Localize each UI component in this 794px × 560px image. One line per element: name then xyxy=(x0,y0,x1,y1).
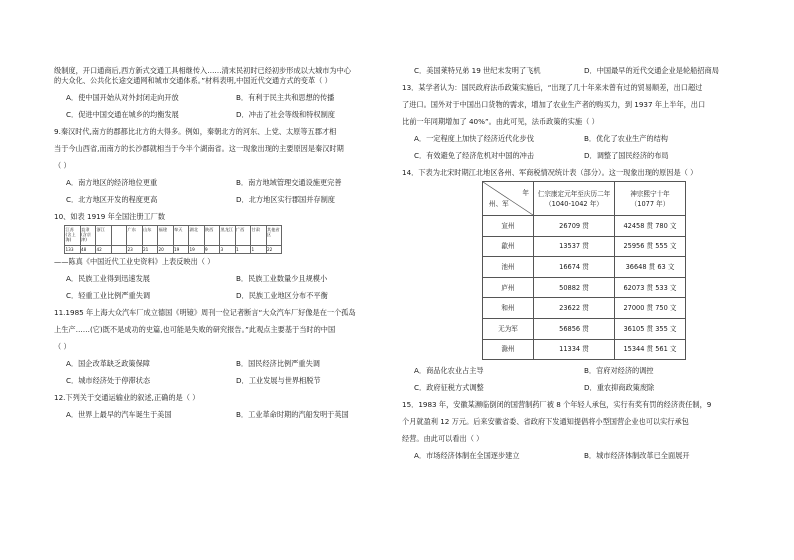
tax-value-1040: 56856 贯 xyxy=(534,319,615,340)
register-value-cell: 3 xyxy=(220,246,236,254)
q11-option-a[interactable]: A．国企改革缺乏政策保障 xyxy=(66,359,150,369)
tax-value-1077: 15344 贯 561 文 xyxy=(615,339,686,360)
q12-option-a[interactable]: A．世界上最早的汽车诞生于美国 xyxy=(66,410,172,420)
q9-options-row xyxy=(54,178,394,188)
q10-options-row xyxy=(54,291,394,301)
q11-option-d[interactable]: D．工业发展与世界相脱节 xyxy=(236,376,321,386)
tax-prefecture: 池州 xyxy=(483,257,534,278)
register-header-row xyxy=(65,226,282,246)
tax-value-1040: 11334 贯 xyxy=(534,339,615,360)
register-header-cell: 甘肃 xyxy=(251,226,267,246)
tax-value-1077: 36648 贯 63 文 xyxy=(615,257,686,278)
tax-value-1077: 25956 贯 555 文 xyxy=(615,236,686,257)
q9-line: 当于今山西省,而南方的长沙郡就相当于今半个湖南省。这一现象出现的主要原因是秦汉时期 xyxy=(54,144,344,154)
q15-line: 经营。由此可以看出（ ） xyxy=(402,434,484,444)
q9-option-d[interactable]: D．北方地区实行郡国并存制度 xyxy=(236,195,335,205)
register-header-cell: 陕西 xyxy=(204,226,220,246)
q11-option-c[interactable]: C．城市经济处于停滞状态 xyxy=(66,376,151,386)
register-value-cell: 48 xyxy=(80,246,96,254)
q13-option-d[interactable]: D．调整了国民经济的布局 xyxy=(584,150,669,160)
tax-col2-title: 神宗熙宁十年 xyxy=(630,189,670,198)
register-value-row xyxy=(65,246,282,254)
tax-row xyxy=(483,277,686,298)
q10-option-b[interactable]: B．民族工业数量少且规模小 xyxy=(236,274,328,284)
tax-value-1040: 23622 贯 xyxy=(534,298,615,319)
q11-options-row xyxy=(54,359,394,369)
right-column xyxy=(402,66,742,461)
register-header-cell xyxy=(111,226,127,246)
register-header-cell: 广东 xyxy=(127,226,143,246)
register-value-cell: 23 xyxy=(127,246,143,254)
tax-row xyxy=(483,319,686,340)
q10-title: 10、如表 1919 年全国注册工厂数 xyxy=(54,212,166,222)
register-value-cell: 19 xyxy=(173,246,189,254)
tax-corner-top: 年 xyxy=(522,189,529,198)
q9-option-b[interactable]: B．南方地域管理交通设施更完善 xyxy=(236,178,342,188)
q8-options-row xyxy=(54,93,394,103)
q8-options-row xyxy=(54,110,394,120)
register-header-cell: 奉天 xyxy=(173,226,189,246)
q10-options-row xyxy=(54,274,394,284)
register-value-cell: 21 xyxy=(142,246,158,254)
q15-line: 个月就盈利 12 万元。后来安徽省委、省政府下发通知提倡将小型国营企业也可以实行承包 xyxy=(402,417,689,427)
tax-value-1077: 36105 贯 355 文 xyxy=(615,319,686,340)
q8-option-d[interactable]: D．冲击了社会等级和特权制度 xyxy=(236,110,335,120)
q12-option-b[interactable]: B．工业革命时期的汽船发明于英国 xyxy=(236,410,349,420)
intro-line: 级制度，开口通商后,西方新式交通工具相继传入……清末民初时已经初步形成以大城市为中心 xyxy=(54,66,351,75)
q9-line: 9.秦汉时代,南方的郡都比北方的大得多。例如，秦朝北方的河东、上党、太原等五郡才相 xyxy=(54,127,337,137)
q12-option-d[interactable]: D．中国最早的近代交通企业是轮船招商局 xyxy=(584,66,719,75)
register-value-cell: 19 xyxy=(189,246,205,254)
q12-options-row xyxy=(54,410,394,420)
tax-row xyxy=(483,298,686,319)
q10-option-d[interactable]: D．民族工业地区分布不平衡 xyxy=(236,291,328,301)
q11-options-row xyxy=(54,376,394,386)
q13-line: 13．某学者认为：国民政府法币政策实施后，“出现了几十年来未曾有过的贸易顺差，出口超过 xyxy=(402,82,703,92)
q14-options-row xyxy=(402,383,742,393)
left-column xyxy=(54,66,394,420)
tax-value-1040: 50882 贯 xyxy=(534,277,615,298)
tax-prefecture: 庐州 xyxy=(483,277,534,298)
register-header-cell: 江苏(含上海) xyxy=(65,226,81,246)
q14-option-b[interactable]: B．官府对经济的调控 xyxy=(584,366,654,376)
q13-option-a[interactable]: A．一定程度上加快了经济近代化步伐 xyxy=(414,133,534,143)
q14-option-a[interactable]: A．商品化农业占主导 xyxy=(414,366,484,376)
register-value-cell: 133 xyxy=(65,246,81,254)
q15-line: 15．1983 年，安徽某濒临倒闭的国营制药厂被 8 个年轻人承包，实行有奖有罚的经济责任制，9 xyxy=(402,400,712,410)
register-header-cell: 山东 xyxy=(142,226,158,246)
q11-option-b[interactable]: B．国民经济比例严重失调 xyxy=(236,359,320,369)
tax-prefecture: 和州 xyxy=(483,298,534,319)
q15-option-a[interactable]: A．市场经济体制在全国逐步建立 xyxy=(414,451,520,461)
register-value-cell: 1 xyxy=(251,246,267,254)
register-header-cell: 浙江 xyxy=(96,226,112,246)
tax-col1-years: （1040-1042 年） xyxy=(545,199,603,208)
factory-register-table xyxy=(64,225,282,254)
q9-option-a[interactable]: A．南方地区的经济地位更重 xyxy=(66,178,158,188)
q13-options-row xyxy=(402,151,742,161)
commerce-tax-table xyxy=(482,181,686,360)
q12-line: 12.下列关于交通运输业的叙述,正确的是（ ） xyxy=(54,393,200,403)
q9-line: （ ） xyxy=(54,161,71,171)
q14-option-c[interactable]: C．政府征税方式调整 xyxy=(414,383,484,393)
register-header-cell: 黑龙江 xyxy=(220,226,236,246)
tax-col1-title: 仁宗康定元年至庆历二年 xyxy=(537,189,611,198)
tax-corner-cell xyxy=(483,182,534,216)
q13-line: 比前一年同期增加了 40%”。由此可见，法币政策的实施（ ） xyxy=(402,116,599,126)
register-value-cell: 1 xyxy=(235,246,251,254)
tax-row xyxy=(483,236,686,257)
tax-prefecture: 无为军 xyxy=(483,319,534,340)
q9-option-c[interactable]: C．北方地区开发的程度更高 xyxy=(66,195,158,205)
register-header-cell: 广西 xyxy=(235,226,251,246)
tax-row xyxy=(483,339,686,360)
tax-col2-header xyxy=(615,182,686,216)
q9-options-row xyxy=(54,195,394,205)
tax-value-1040: 26709 贯 xyxy=(534,216,615,237)
register-header-cell: 其他省区 xyxy=(266,226,282,246)
q10-option-c[interactable]: C．轻重工业比例严重失调 xyxy=(66,291,151,301)
tax-value-1077: 27000 贯 750 文 xyxy=(615,298,686,319)
q13-option-c[interactable]: C．有效避免了经济危机对中国的冲击 xyxy=(414,150,535,160)
register-value-cell: 20 xyxy=(158,246,174,254)
register-header-cell: 福建 xyxy=(158,226,174,246)
q14-options-row xyxy=(402,366,742,376)
q13-line: 了进口。国外对于中国出口货物的需求，增加了农业生产者的购买力，到 1937 年上半年，出口 xyxy=(402,99,706,109)
register-value-cell: 9 xyxy=(204,246,220,254)
tax-value-1077: 42458 贯 780 文 xyxy=(615,216,686,237)
register-header-cell: 直隶(含京津) xyxy=(80,226,96,246)
intro-line: 的大众化、公共化长途交通网和城市交通体系。”材料表明,中国近代交通方式的变革（ ） xyxy=(54,76,332,86)
q11-line: 上生产……(它)既不是成功的史篇,也可能是失败的研究报告。”此观点主要基于当时的中国 xyxy=(54,325,336,335)
register-value-cell: 42 xyxy=(96,246,112,254)
tax-value-1040: 16674 贯 xyxy=(534,257,615,278)
tax-prefecture: 歙州 xyxy=(483,236,534,257)
tax-value-1040: 13537 贯 xyxy=(534,236,615,257)
q11-line: 11.1985 年上海大众汽车厂成立德国《明镜》周刊一位记者断言“大众汽车厂好像是在一个孤岛 xyxy=(54,308,356,318)
q13-options-row xyxy=(402,134,742,144)
q15-option-b[interactable]: B．城市经济体制改革已全面展开 xyxy=(584,451,690,461)
tax-value-1077: 62073 贯 533 文 xyxy=(615,277,686,298)
q8-option-c[interactable]: C．促进中国交通在城乡的均衡发展 xyxy=(66,110,179,120)
tax-row xyxy=(483,216,686,237)
tax-row xyxy=(483,257,686,278)
tax-header-row xyxy=(483,182,686,216)
tax-col2-years: （1077 年） xyxy=(630,199,670,208)
tax-prefecture: 滁州 xyxy=(483,339,534,360)
q12-option-c[interactable]: C．美国莱特兄弟 19 世纪末发明了飞机 xyxy=(414,66,541,75)
q15-options-row xyxy=(402,451,742,461)
register-value-cell xyxy=(111,246,127,254)
q10-option-a[interactable]: A．民族工业得到迅速发展 xyxy=(66,274,150,284)
tax-col1-header xyxy=(534,182,615,216)
q11-line: （ ） xyxy=(54,342,71,352)
tax-prefecture: 宣州 xyxy=(483,216,534,237)
q10-line: ——陈真《中国近代工业史资料》上表反映出（ ） xyxy=(54,257,215,267)
q13-option-b[interactable]: B．优化了农业生产的结构 xyxy=(584,133,668,143)
q12-options-row xyxy=(402,66,742,76)
q14-line: 14．下表为北宋时期江北地区各州、军商税情况统计表（部分）。这一现象出现的原因是（ ） xyxy=(402,167,698,177)
q8-option-a[interactable]: A．使中国开始从对外封闭走向开放 xyxy=(66,93,179,103)
register-header-cell: 湖北 xyxy=(189,226,205,246)
q8-option-b[interactable]: B．有利于民主共和思想的传播 xyxy=(236,93,335,103)
register-value-cell: 22 xyxy=(266,246,282,254)
tax-corner-label: 州、军 xyxy=(489,200,509,209)
q14-option-d[interactable]: D．重农抑商政策废除 xyxy=(584,383,655,393)
